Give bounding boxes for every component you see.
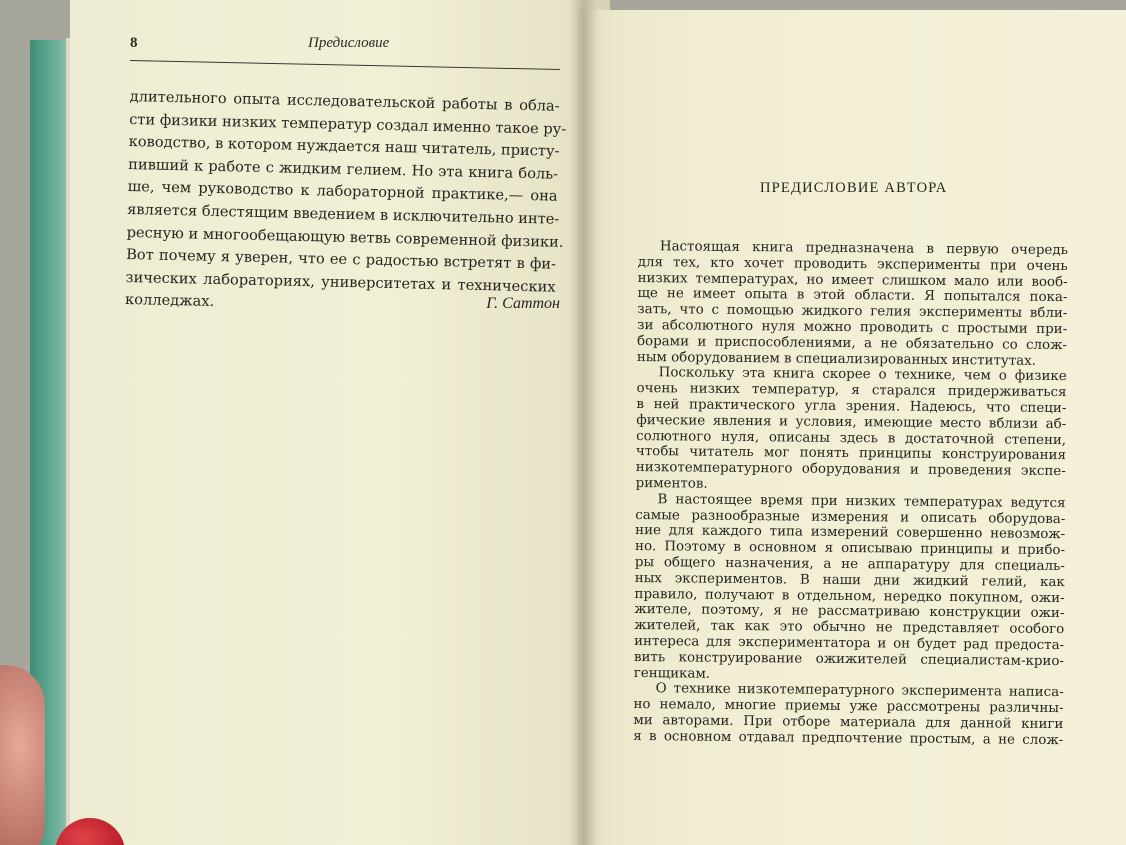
text-line: фические явления и условия, имеющие место вблизи аб- <box>636 412 1067 432</box>
hand-fingers <box>0 665 45 845</box>
text-line: интереса для экспериментатора и он будет рад предоста- <box>634 633 1065 654</box>
text-line: ми авторами. При отборе материала для данной книги <box>633 712 1064 733</box>
left-page-text <box>124 86 567 322</box>
text-line: солютного нуля, описаны здесь в достаточной степени, <box>636 428 1067 448</box>
text-line: низких температурах, но имеет слишком мало или вооб- <box>637 270 1068 290</box>
text-line: ным оборудованием в специализированных институтах. <box>636 349 1037 369</box>
signature: Г. Саттон <box>486 295 560 312</box>
text-line: но немало, многие приемы уже рассмотрены различны- <box>633 697 1064 717</box>
text-line: зи абсолютного нуля можно проводить с простыми при- <box>637 317 1068 338</box>
text-line: ше, чем руководство к лабораторной практике,— она <box>127 178 558 206</box>
text-line: низкотемпературного оборудования и проведения экспе- <box>635 460 1066 480</box>
page-number: 8 <box>130 35 138 51</box>
text-line: жителей, так как это обычно не представляет особого <box>634 618 1065 638</box>
text-line: я в основном отдавал предпочтение простым, а не слож- <box>633 728 1064 748</box>
right-page-text <box>633 239 1068 749</box>
text-line: сти физики низких температур создал именно такое ру- <box>129 110 567 138</box>
text-line: ководство, в котором нуждается наш читатель, присту- <box>128 133 560 160</box>
book-gutter <box>570 0 598 845</box>
text-line: генщикам. <box>633 665 711 682</box>
text-line: ресную и многообещающую ветвь современной физики. <box>126 223 564 251</box>
text-line: колледжах. <box>124 291 215 311</box>
text-line: зических лабораториях, университетах и технических <box>125 268 556 296</box>
text-line: ных экспериментов. В наши дни жидкий гелий, как <box>634 570 1065 590</box>
text-line: зать, что с помощью жидкого гелия эксперименты вбли- <box>637 302 1068 322</box>
text-line: для тех, кто хочет проводить эксперименты при очень <box>637 254 1068 274</box>
text-line: в ней практического угла зрения. Надеюсь, что специ- <box>636 396 1067 417</box>
text-line: является блестящим введением в исключительно инте- <box>127 200 560 228</box>
text-line: ще не имеет опыта в этой области. Я попытался пока- <box>637 286 1068 306</box>
text-line: правило, получают в отдельном, нередко покупном, ожи- <box>634 586 1065 606</box>
text-line: В настоящее время при низких температурах ведутся <box>657 491 1066 511</box>
text-line: пивший к работе с жидким гелием. Но эта книга боль- <box>128 155 559 183</box>
running-head: Предисловие <box>308 35 390 51</box>
text-line: Вот почему я уверен, что ее с радостью встретят в фи- <box>125 246 557 273</box>
text-line: длительного опыта исследовательской работы в обла- <box>129 87 560 115</box>
text-line: вить конструирование ожижителей специалистам-крио- <box>633 649 1065 669</box>
text-line: жителе, поэтому, я не рассматриваю конструкции ожи- <box>634 602 1065 622</box>
text-line: борами и приспособлениями, а не обязательно со слож- <box>636 333 1068 353</box>
text-line: ние для каждого типа измерений совершенно невозмож- <box>635 523 1066 543</box>
section-title: ПРЕДИСЛОВИЕ АВТОРА <box>760 180 948 196</box>
text-line: самые разнообразные измерения и описать оборудова- <box>635 507 1066 527</box>
text-line: Настоящая книга предназначена в первую очередь <box>659 239 1068 259</box>
text-line: очень низких температур, я старался придерживаться <box>636 381 1067 401</box>
text-line: но. Поэтому в основном я описываю принципы и прибо- <box>634 539 1066 559</box>
text-line: риментов. <box>635 475 708 492</box>
text-line: О технике низкотемпературного эксперимента написа- <box>655 681 1064 701</box>
text-line: Поскольку эта книга скорее о технике, чем о физике <box>658 365 1067 385</box>
text-line: ры общего назначения, а не аппаратуру для специаль- <box>634 554 1065 575</box>
text-line: чтобы читатель мог понять принципы конструирования <box>635 444 1067 464</box>
